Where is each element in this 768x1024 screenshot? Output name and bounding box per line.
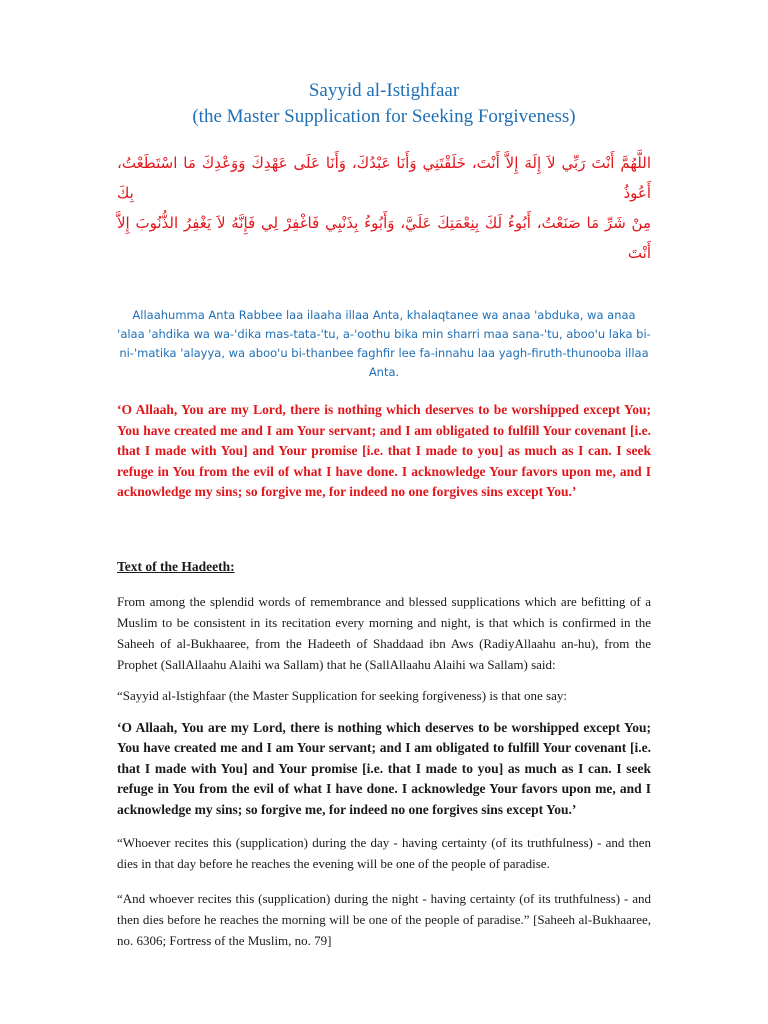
arabic-line-2: مِنْ شَرِّ مَا صَنَعْتُ، أَبُوءُ لَكَ بِنِعْمَتِكَ عَلَيَّ، وَأَبُوءُ بِذَنْبِي فَاغْفِرْ لِي فَإِنَّهُ لاَ يَغْفِرُ الذُّنُوبَ إِلاَّ أَنْتَ [117, 214, 651, 262]
title-line-2: (the Master Supplication for Seeking Forgiveness) [192, 106, 576, 127]
intro-paragraph: From among the splendid words of remembrance and blessed supplications which are befitting of a Muslim to be consistent in its recitation every morning and night, is that which is confirmed in the Saheeh of al-Bukhaaree, from the Hadeeth of Shaddaad ibn Aws (RadiyAllaahu an-hu), from the Prophet (SallAllaahu Alaihi wa Sallam) that he (SallAllaahu Alaihi wa Sallam) said: [117, 593, 651, 672]
translation-red: ‘O Allaah, You are my Lord, there is nothing which deserves to be worshipped except You; You have created me and I am Your servant; and I am obligated to fulfill Your covenant [i.e. that I made with You] and Your promise [i.e. that I made to you] as much as I can. I seek refuge in You from the evil of what I have done. I acknowledge Your favors upon me, and I acknowledge my sins; so forgive me, for indeed no one forgives sins except You.’ [117, 402, 651, 499]
title-line-1: Sayyid al-Istighfaar [308, 80, 460, 101]
transliteration: Allaahumma Anta Rabbee laa ilaaha illaa Anta, khalaqtanee wa anaa 'abduka, wa anaa 'alaa 'ahdika wa wa-'dika mas-tata-'tu, a-'oothu bika min sharri maa sana-'tu, aboo'u laka bi-ni-'matika 'alayya, wa aboo'u bi-thanbee faghfir lee fa-innahu laa yagh-firuth-thunooba illaa Anta. [117, 308, 651, 379]
day-paragraph: “Whoever recites this (supplication) during the day - having certainty (of its truthfulness) - and then dies in that day before he reaches the evening will be one of the people of paradise. [117, 835, 651, 871]
arabic-line-1: اللَّهُمَّ أَنْتَ رَبِّي لاَ إِلَهَ إِلاَّ أَنْتَ، خَلَقْتَنِي وَأَنَا عَبْدُكَ، وَأَنَا عَلَى عَهْدِكَ وَوَعْدِكَ مَا اسْتَطَعْتُ، أَعُوذُ بِكَ [117, 154, 651, 202]
night-paragraph: “And whoever recites this (supplication) during the night - having certainty (of its truthfulness) - and then dies before he reaches the morning will be one of the people of paradise.” [Saheeh al-Bukhaaree, no. 6306; Fortress of the Muslim, no. 79] [117, 891, 651, 948]
page-title [117, 78, 651, 130]
quote-lead: “Sayyid al-Istighfaar (the Master Supplication for seeking forgiveness) is that one say: [117, 687, 567, 703]
translation-black: ‘O Allaah, You are my Lord, there is nothing which deserves to be worshipped except You; You have created me and I am Your servant; and I am obligated to fulfill Your covenant [i.e. that I made with You] and Your promise [i.e. that I made to you] as much as I can. I seek refuge in You from the evil of what I have done. I acknowledge Your favors upon me, and I acknowledge my sins; so forgive me, for indeed no one forgives sins except You.’ [117, 719, 651, 817]
section-heading: Text of the Hadeeth: [117, 558, 235, 574]
arabic-supplication [117, 148, 651, 268]
